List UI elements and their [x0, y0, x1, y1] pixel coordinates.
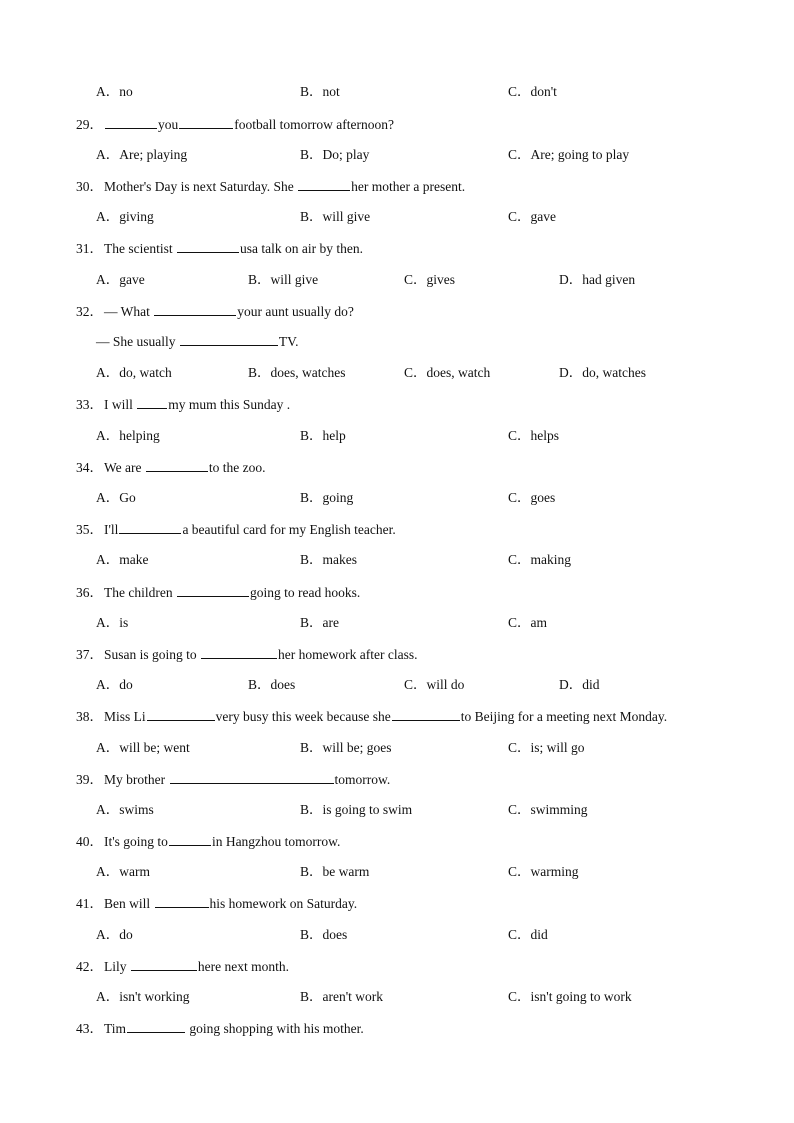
question-text-part: Lily [104, 959, 130, 974]
question-number: 40． [76, 834, 103, 849]
question-text-part: usa talk on air by then. [239, 241, 363, 256]
option-c[interactable]: C．will do [404, 677, 465, 692]
answer-blank[interactable] [298, 176, 350, 191]
question-text-part: my mum this Sunday . [168, 397, 291, 412]
option-a[interactable]: A．Are; playing [96, 147, 188, 162]
answer-blank[interactable] [177, 238, 239, 253]
options-row [0, 613, 794, 633]
option-b[interactable]: B．does [300, 927, 348, 942]
option-c[interactable]: C．making [508, 552, 571, 567]
options-row [0, 207, 794, 227]
options-row [0, 426, 794, 446]
option-b[interactable]: B．not [300, 84, 340, 99]
question-40 [0, 831, 794, 851]
question-text-part: her homework after class. [278, 647, 418, 662]
option-b[interactable]: B．going [300, 490, 354, 505]
option-d[interactable]: D．do, watches [559, 365, 646, 380]
question-text-part: his homework on Saturday. [209, 896, 358, 911]
question-34 [0, 457, 794, 477]
option-a[interactable]: A．make [96, 552, 149, 567]
options-row [0, 675, 794, 695]
question-number: 42． [76, 959, 103, 974]
option-a[interactable]: A．helping [96, 428, 160, 443]
options-row [0, 488, 794, 508]
answer-blank[interactable] [119, 519, 181, 534]
question-31 [0, 238, 794, 258]
option-a[interactable]: A．no [96, 84, 133, 99]
question-text-part: to Beijing for a meeting next Monday. [460, 709, 668, 724]
options-row [0, 270, 794, 290]
options-row [0, 550, 794, 570]
question-number: 34． [76, 460, 103, 475]
question-text-part: tomorrow. [334, 772, 391, 787]
options-row [0, 738, 794, 758]
option-c[interactable]: C．is; will go [508, 740, 585, 755]
answer-blank[interactable] [155, 893, 209, 908]
question-number: 36． [76, 585, 103, 600]
option-a[interactable]: A．do [96, 927, 133, 942]
option-c[interactable]: C．am [508, 615, 547, 630]
question-text-part: Miss Li [104, 709, 146, 724]
question-number: 32． [76, 304, 103, 319]
answer-blank[interactable] [180, 331, 278, 346]
question-text-part: — What [104, 304, 154, 319]
question-text-part: My brother [104, 772, 169, 787]
question-number: 41． [76, 896, 103, 911]
question-text-part: I will [104, 397, 137, 412]
option-a[interactable]: A．will be; went [96, 740, 190, 755]
answer-blank[interactable] [147, 706, 215, 721]
option-d[interactable]: D．had given [559, 272, 636, 287]
answer-blank[interactable] [170, 769, 334, 784]
question-number: 39． [76, 772, 103, 787]
option-a[interactable]: A．giving [96, 209, 154, 224]
option-b[interactable]: B．will be; goes [300, 740, 392, 755]
option-b[interactable]: B．will give [248, 272, 319, 287]
question-number: 35． [76, 522, 103, 537]
question-text-part: a beautiful card for my English teacher. [182, 522, 396, 537]
answer-blank[interactable] [201, 644, 277, 659]
option-c[interactable]: C．warming [508, 864, 579, 879]
question-text-part: going shopping with his mother. [186, 1021, 364, 1036]
question-39 [0, 769, 794, 789]
answer-blank[interactable] [177, 582, 249, 597]
options-row [0, 82, 794, 102]
option-c[interactable]: C．isn't going to work [508, 989, 632, 1004]
question-text-part: very busy this week because she [215, 709, 391, 724]
answer-blank[interactable] [127, 1018, 185, 1033]
question-dialogue-line [0, 331, 794, 351]
option-b[interactable]: B．are [300, 615, 339, 630]
options-row [0, 800, 794, 820]
option-a[interactable]: A．isn't working [96, 989, 190, 1004]
answer-blank[interactable] [392, 706, 460, 721]
options-row [0, 987, 794, 1007]
option-b[interactable]: B．aren't work [300, 989, 384, 1004]
question-text-part: going to read hooks. [249, 585, 361, 600]
question-32 [0, 301, 794, 321]
question-text-part: in Hangzhou tomorrow. [211, 834, 341, 849]
option-c[interactable]: C．did [508, 927, 548, 942]
option-b[interactable]: B．be warm [300, 864, 370, 879]
question-36 [0, 582, 794, 602]
question-42 [0, 956, 794, 976]
question-number: 38． [76, 709, 103, 724]
option-d[interactable]: D．did [559, 677, 600, 692]
option-a[interactable]: A．warm [96, 864, 150, 879]
option-b[interactable]: B．help [300, 428, 346, 443]
option-c[interactable]: C．does, watch [404, 365, 491, 380]
option-b[interactable]: B．does [248, 677, 296, 692]
answer-blank[interactable] [105, 114, 157, 129]
option-c[interactable]: C．goes [508, 490, 556, 505]
question-number: 33． [76, 397, 103, 412]
question-text-part: Susan is going to [104, 647, 201, 662]
question-43 [0, 1018, 794, 1038]
question-text-part: — She usually [96, 334, 179, 349]
option-a[interactable]: A．do [96, 677, 133, 692]
options-row [0, 862, 794, 882]
options-row [0, 925, 794, 945]
question-text-part: Mother's Day is next Saturday. She [104, 179, 298, 194]
option-c[interactable]: C．Are; going to play [508, 147, 630, 162]
question-text-part: her mother a present. [351, 179, 466, 194]
option-a[interactable]: A．is [96, 615, 129, 630]
question-text-part: It's going to [104, 834, 168, 849]
question-text-part: you [158, 117, 179, 132]
question-text-part: Ben will [104, 896, 154, 911]
options-row [0, 145, 794, 165]
question-text-part: to the zoo. [208, 460, 266, 475]
answer-blank[interactable] [179, 114, 233, 129]
option-c[interactable]: C．don't [508, 84, 557, 99]
question-text-part: here next month. [197, 959, 289, 974]
answer-blank[interactable] [137, 394, 167, 409]
question-text-part: TV. [278, 334, 299, 349]
question-35 [0, 519, 794, 539]
answer-blank[interactable] [131, 956, 197, 971]
question-38 [0, 706, 794, 726]
question-text-part: The scientist [104, 241, 176, 256]
option-a[interactable]: A．swims [96, 802, 154, 817]
question-number: 43． [76, 1021, 103, 1036]
question-41 [0, 893, 794, 913]
option-b[interactable]: B．does, watches [248, 365, 346, 380]
question-33 [0, 394, 794, 414]
option-b[interactable]: B．Do; play [300, 147, 370, 162]
option-b[interactable]: B．is going to swim [300, 802, 413, 817]
option-b[interactable]: B．will give [300, 209, 371, 224]
question-text-part: The children [104, 585, 176, 600]
option-c[interactable]: C．gave [508, 209, 556, 224]
question-number: 30． [76, 179, 103, 194]
question-number: 37． [76, 647, 103, 662]
option-b[interactable]: B．makes [300, 552, 357, 567]
question-text-part: We are [104, 460, 145, 475]
answer-blank[interactable] [154, 301, 236, 316]
option-a[interactable]: A．Go [96, 490, 136, 505]
option-c[interactable]: C．gives [404, 272, 456, 287]
question-number: 31． [76, 241, 103, 256]
question-text-part: I'll [104, 522, 119, 537]
question-29 [0, 114, 794, 134]
question-text-part: Tim [104, 1021, 127, 1036]
question-37 [0, 644, 794, 664]
options-row [0, 363, 794, 383]
answer-blank[interactable] [146, 457, 208, 472]
option-a[interactable]: A．do, watch [96, 365, 172, 380]
question-number: 29． [76, 117, 103, 132]
question-text-part: football tomorrow afternoon? [234, 117, 394, 132]
answer-blank[interactable] [169, 831, 211, 846]
question-30 [0, 176, 794, 196]
option-c[interactable]: C．swimming [508, 802, 588, 817]
question-text-part: your aunt usually do? [237, 304, 354, 319]
option-a[interactable]: A．gave [96, 272, 145, 287]
option-c[interactable]: C．helps [508, 428, 560, 443]
